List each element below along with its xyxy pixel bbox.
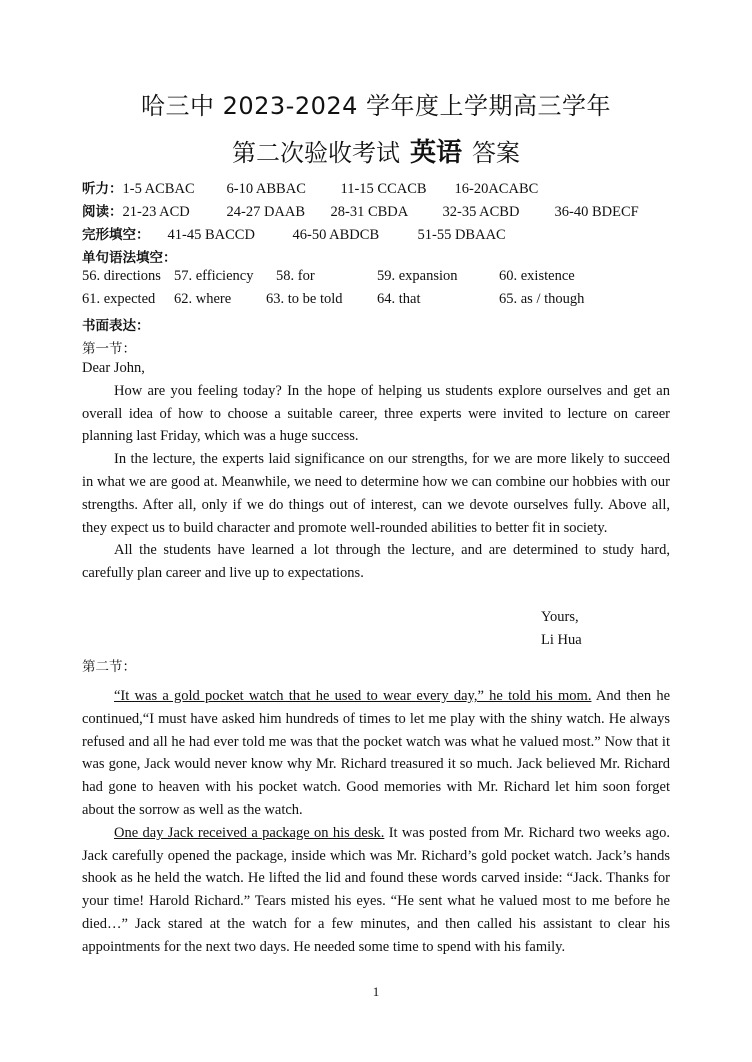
answer-group: 46-50 ABDCB <box>292 227 380 243</box>
cloze-label: 完形填空： <box>82 227 150 243</box>
paragraph: In the lecture, the experts laid significance on our strengths, for we are more likely to succeed in what we are good at. Meanwhile, we need to determine how we can combine our hobbies with our strengths. After all, only if we do things out of interest, can we devote ourselves fully. Above all, they expect us to build character and promote well-rounded abilities to better fit in society. <box>82 451 670 536</box>
letter-body <box>82 357 670 585</box>
answer-group: 16-20ACABC <box>454 181 539 197</box>
listening-label: 听力： <box>82 181 123 197</box>
paragraph: How are you feeling today? In the hope of helping us students explore ourselves and get an overall idea of how to choose a suitable career, three experts were invited to lecture on career planning last Friday, which was a huge success. <box>82 382 670 445</box>
answer-group: 41-45 BACCD <box>167 227 255 243</box>
page-number: 1 <box>372 984 380 999</box>
part1-label: 第一节： <box>82 341 136 357</box>
answer-item: 60. existence <box>499 268 575 284</box>
answer-item: 62. where <box>174 291 232 307</box>
subject-name: 英语 <box>409 138 462 168</box>
answer-item: 57. efficiency <box>174 268 254 284</box>
subtitle-prefix: 第二次验收考试 <box>231 139 400 167</box>
paragraph <box>82 685 670 822</box>
listening-answers <box>82 177 538 198</box>
paragraph <box>82 822 670 959</box>
writing-heading: 书面表达： <box>82 318 150 334</box>
answer-item: 64. that <box>377 291 421 307</box>
answer-group: 24-27 DAAB <box>226 204 306 220</box>
continuation-story <box>82 685 670 959</box>
letter-greeting: Dear John, <box>82 360 145 376</box>
answer-item: 58. for <box>276 268 315 284</box>
given-opening-sentence: One day Jack received a package on his desk. <box>114 824 385 841</box>
answer-group: 28-31 CBDA <box>330 204 409 220</box>
answer-item: 61. expected <box>82 291 156 307</box>
grammar-heading: 单句语法填空： <box>82 250 177 266</box>
answer-item: 63. to be told <box>266 291 343 307</box>
letter-closing: Yours, <box>541 609 579 625</box>
page-subtitle <box>0 132 752 169</box>
grammar-answers-row2 <box>82 291 584 308</box>
subtitle-suffix: 答案 <box>472 139 520 167</box>
answer-group: 1-5 ACBAC <box>122 181 195 197</box>
answer-item: 59. expansion <box>377 268 458 284</box>
reading-answers <box>82 200 639 221</box>
paragraph: All the students have learned a lot through the lecture, and are determined to study hard, carefully plan career and live up to expectations. <box>82 542 670 582</box>
paragraph-text: And then he continued,“I must have asked him hundreds of times to let me play with the shiny watch. He always refused and all he had ever told me was that the pocket watch was what he valued most.” Now that it was gone, Jack would never know why Mr. Richard treasured it so much. Jack believed Mr. Richard had gone to heaven with his pocket watch. Good memories with Mr. Richard let him soon forget about the sorrow as well as the watch. <box>82 688 671 818</box>
answer-group: 51-55 DBAAC <box>417 227 506 243</box>
answer-group: 11-15 CCACB <box>340 181 427 197</box>
page-title: 哈三中 2023-2024 学年度上学期高三学年 <box>140 92 612 120</box>
answer-item: 56. directions <box>82 268 161 284</box>
part2-label: 第二节： <box>82 659 136 675</box>
answer-group: 6-10 ABBAC <box>226 181 306 197</box>
given-opening-sentence: “It was a gold pocket watch that he used to wear every day,” he told his mom. <box>114 688 592 704</box>
letter-signature: Li Hua <box>541 632 582 648</box>
answer-group: 32-35 ACBD <box>442 204 520 220</box>
cloze-answers <box>82 223 506 244</box>
paragraph-text: It was posted from Mr. Richard two weeks ago. Jack carefully opened the package, inside which was Mr. Richard’s gold pocket watch. Jack’s hands shook as he held the watch. He lifted the lid and found these words carved inside: “Jack. Thanks for your time! Harold Richard.” Tears misted his eyes. “He sent what he valued most to me before he died…” Jack stared at the watch for a few minutes, and then called his assistant to clear his appointments for the next two days. He needed some time to spend with his family. <box>82 824 670 955</box>
grammar-answers-row1 <box>82 268 575 285</box>
answer-group: 36-40 BDECF <box>554 204 639 220</box>
answer-item: 65. as / though <box>499 291 585 307</box>
answer-group: 21-23 ACD <box>122 204 190 220</box>
reading-label: 阅读： <box>82 204 123 220</box>
